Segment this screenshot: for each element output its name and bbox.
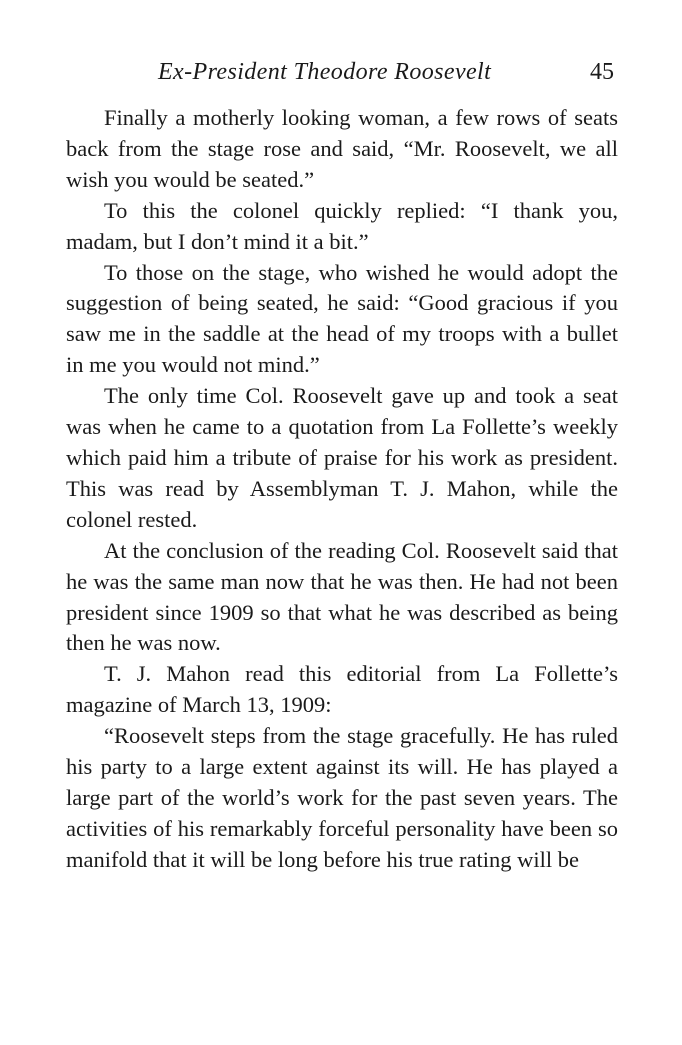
paragraph-editorial-intro: T. J. Mahon read this editorial from La Follette’s magazine of March 13, 1909: xyxy=(66,661,618,718)
body-text xyxy=(66,103,618,876)
running-title: Ex-President Theodore Roosevelt xyxy=(158,59,492,85)
paragraph-same-man: At the conclusion of the reading Col. Roosevelt said that he was the same man now that he was then. He had not been president since 1909 so that what he was described as being then he was now. xyxy=(66,537,618,656)
paragraph-colonel-reply: To this the colonel quickly replied: “I thank you, madam, but I don’t mind it a bit.” xyxy=(66,197,618,254)
paragraph-stage-remark: To those on the stage, who wished he would adopt the suggestion of being seated, he said: “Good gracious if you saw me in the saddle at the head of my troops with a bullet in me you would not mind.” xyxy=(66,259,618,378)
paragraph-woman-request: Finally a motherly looking woman, a few rows of seats back from the stage rose and said, “Mr. Roosevelt, we all wish you would be seated.” xyxy=(66,105,618,192)
paragraph-editorial-quote: “Roosevelt steps from the stage gracefully. He has ruled his party to a large extent against its will. He has played a large part of the world’s work for the past seven years. The activities of his remarkably forceful personality have been so manifold that it will be long before his true rating will be xyxy=(66,723,618,872)
page-number: 45 xyxy=(590,59,614,85)
paragraph-la-follette-tribute: The only time Col. Roosevelt gave up and took a seat was when he came to a quotation from La Follette’s weekly which paid him a tribute of praise for his work as president. This was read by Assemblyman T. J. Mahon, while the colonel rested. xyxy=(66,383,618,532)
running-head xyxy=(66,52,618,92)
book-page xyxy=(66,52,618,876)
